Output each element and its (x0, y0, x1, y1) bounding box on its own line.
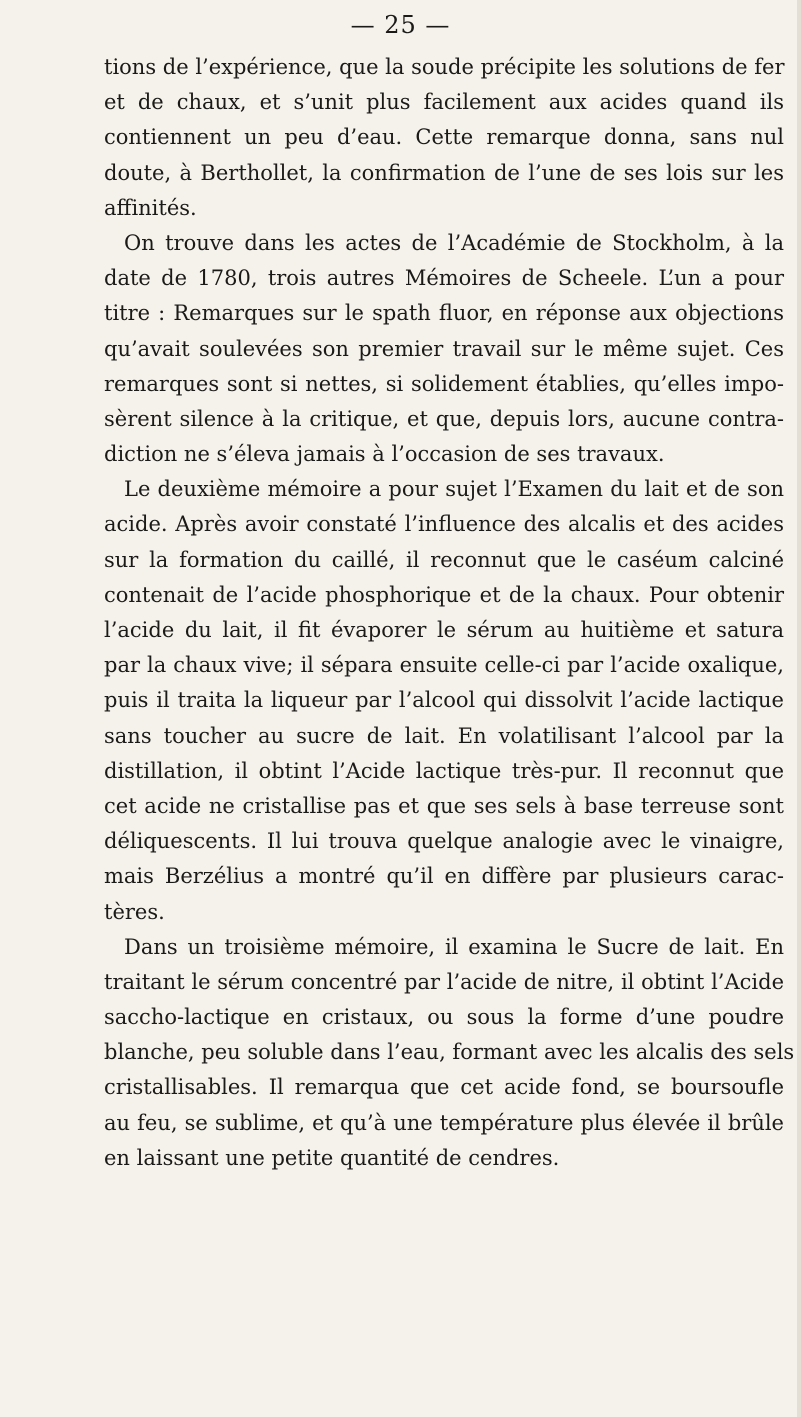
text-line: blanche, peu soluble dans l’eau, formant avec les alcalis des sels (104, 1040, 795, 1065)
text-line: acide. Après avoir constaté l’influence des alcalis et des acides (104, 512, 784, 537)
text-line: au feu, se sublime, et qu’à une température plus élevée il brûle (104, 1110, 784, 1135)
text-line: déliquescents. Il lui trouva quelque analogie avec le vinaigre, (104, 829, 784, 854)
paragraph-start-line: On trouve dans les actes de l’Académie de Stockholm, à la (124, 230, 784, 255)
paragraph-start-line: Dans un troisième mémoire, il examina le Sucre de lait. En (124, 934, 784, 959)
text-line: remarques sont si nettes, si solidement établies, qu’elles impo- (104, 371, 784, 396)
text-line: saccho-lactique en cristaux, ou sous la forme d’une poudre (104, 1005, 784, 1030)
text-line: l’acide du lait, il fit évaporer le sérum au huitième et satura (104, 618, 784, 642)
text-line: mais Berzélius a montré qu’il en diffère par plusieurs carac- (104, 864, 784, 889)
text-line: sans toucher au sucre de lait. En volatilisant l’alcool par la (104, 723, 784, 748)
text-line: puis il traita la liqueur par l’alcool qui dissolvit l’acide lactique (104, 688, 784, 713)
text-line: cet acide ne cristallise pas et que ses sels à base terreuse sont (104, 793, 784, 818)
text-line: qu’avait soulevées son premier travail sur le même sujet. Ces (104, 336, 784, 361)
text-line: date de 1780, trois autres Mémoires de Scheele. L’un a pour (104, 266, 784, 291)
body-text (104, 50, 795, 1176)
paragraph-start-line: Le deuxième mémoire a pour sujet l’Examen du lait et de son (124, 477, 784, 502)
text-line: distillation, il obtint l’Acide lactique très-pur. Il reconnut que (104, 758, 784, 783)
text-line: et de chaux, et s’unit plus facilement aux acides quand ils (104, 90, 784, 115)
text-line: sur la formation du caillé, il reconnut que le caséum calciné (104, 547, 784, 572)
page-number: — 25 — (350, 11, 451, 39)
text-line: affinités. (104, 195, 197, 220)
text-line: sèrent silence à la critique, et que, depuis lors, aucune contra- (104, 406, 784, 431)
text-line: titre : Remarques sur le spath fluor, en réponse aux objections (104, 301, 784, 326)
text-line: par la chaux vive; il sépara ensuite celle-ci par l’acide oxalique, (104, 653, 784, 678)
text-line: tères. (104, 899, 165, 924)
text-line: diction ne s’éleva jamais à l’occasion de ses travaux. (104, 442, 665, 467)
text-line: en laissant une petite quantité de cendres. (104, 1145, 560, 1170)
page-edge-shadow (797, 0, 801, 1417)
text-line: tions de l’expérience, que la soude précipite les solutions de fer (104, 55, 785, 79)
text-line: cristallisables. Il remarqua que cet acide fond, se boursoufle (104, 1075, 784, 1100)
text-line: doute, à Berthollet, la confirmation de l’une de ses lois sur les (104, 160, 784, 185)
text-line: traitant le sérum concentré par l’acide de nitre, il obtint l’Acide (104, 969, 784, 994)
text-line: contiennent un peu d’eau. Cette remarque donna, sans nul (104, 125, 784, 150)
text-line: contenait de l’acide phosphorique et de la chaux. Pour obtenir (104, 582, 784, 607)
